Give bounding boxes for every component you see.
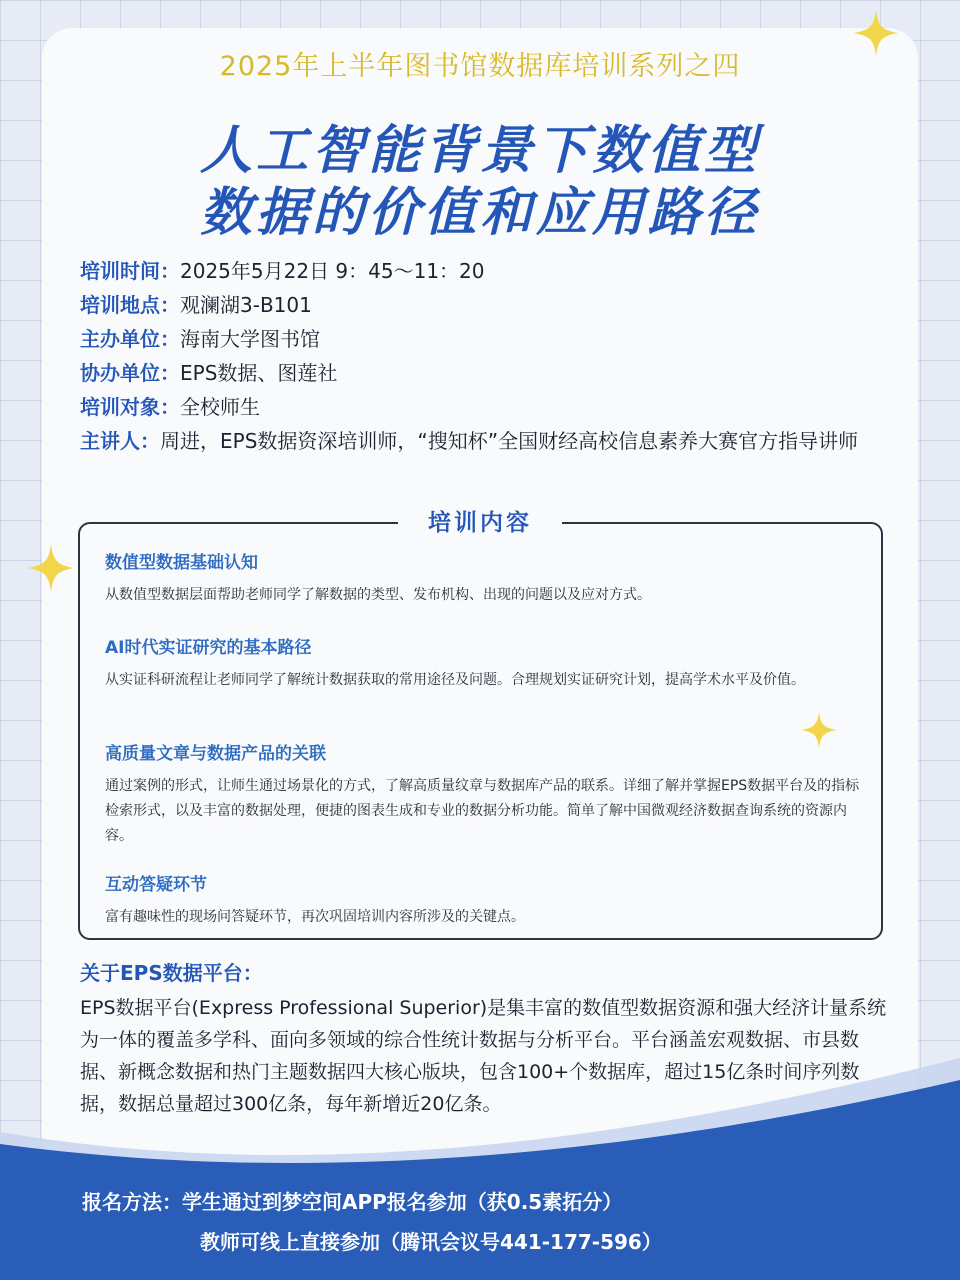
time-value: 2025年5月22日 9：45～11：20 xyxy=(180,259,485,283)
location-value: 观澜湖3-B101 xyxy=(180,293,312,317)
location-label: 培训地点： xyxy=(80,293,180,317)
content-section xyxy=(105,742,865,849)
content-section xyxy=(105,636,865,693)
audience-value: 全校师生 xyxy=(180,395,260,419)
section-text: 从实证科研流程让老师同学了解统计数据获取的常用途径及问题。合理规划实证研究计划，提高学术水平及价值。 xyxy=(105,672,805,688)
section-title: AI时代实证研究的基本路径 xyxy=(105,638,312,658)
info-row-speaker xyxy=(80,424,890,458)
time-label: 培训时间： xyxy=(80,259,180,283)
info-row-time xyxy=(80,254,890,288)
sparkle-star-icon xyxy=(26,542,76,594)
main-title-line-2: 数据的价值和应用路径 xyxy=(199,183,760,243)
speaker-label: 主讲人： xyxy=(80,429,160,453)
training-info xyxy=(80,254,890,458)
section-title: 数值型数据基础认知 xyxy=(105,553,258,573)
speaker-value: 周进，EPS数据资深培训师，“搜知杯”全国财经高校信息素养大赛官方指导讲师 xyxy=(160,429,859,453)
about-text: EPS数据平台(Express Professional Superior)是集丰富的数值型数据资源和强大经济计量系统为一体的覆盖多学科、面向多领域的综合性统计数据与分析平台。平台涵盖宏观数据、市县数据、新概念数据和热门主题数据四大核心版块，包含100+个数据库，超过15亿条时间序列数据，数据总量超过300亿条，每年新增近20亿条。 xyxy=(80,997,887,1115)
section-text: 富有趣味性的现场问答疑环节，再次巩固培训内容所涉及的关键点。 xyxy=(105,909,525,925)
main-title-line-1: 人工智能背景下数值型 xyxy=(199,121,760,181)
section-title: 互动答疑环节 xyxy=(105,875,207,895)
training-content-heading xyxy=(0,507,960,539)
cohost-value: EPS数据、图莲社 xyxy=(180,361,338,385)
section-text: 通过案例的形式，让师生通过场景化的方式，了解高质量纹章与数据库产品的联系。详细了解并掌握EPS数据平台及的指标检索形式，以及丰富的数据处理，便捷的图表生成和专业的数据分析功能。简单了解中国微观经济数据查询系统的资源内容。 xyxy=(105,778,860,844)
registration-student: 报名方法：学生通过到梦空间APP报名参加（获0.5素拓分） xyxy=(82,1190,623,1214)
host-value: 海南大学图书馆 xyxy=(180,327,320,351)
section-text: 从数值型数据层面帮助老师同学了解数据的类型、发布机构、出现的问题以及应对方式。 xyxy=(105,587,651,603)
info-row-audience xyxy=(80,390,890,424)
section-title: 高质量文章与数据产品的关联 xyxy=(105,744,326,764)
registration-teacher: 教师可线上直接参加（腾讯会议号441-177-596） xyxy=(200,1230,662,1254)
audience-label: 培训对象： xyxy=(80,395,180,419)
host-label: 主办单位： xyxy=(80,327,180,351)
content-section xyxy=(105,551,865,608)
info-row-host xyxy=(80,322,890,356)
info-row-cohost xyxy=(80,356,890,390)
info-row-location xyxy=(80,288,890,322)
cohost-label: 协办单位： xyxy=(80,361,180,385)
training-content-heading-text: 培训内容 xyxy=(398,507,562,539)
content-section xyxy=(105,873,865,930)
about-heading: 关于EPS数据平台： xyxy=(80,961,263,985)
series-subtitle: 2025年上半年图书馆数据库培训系列之四 xyxy=(219,51,741,82)
